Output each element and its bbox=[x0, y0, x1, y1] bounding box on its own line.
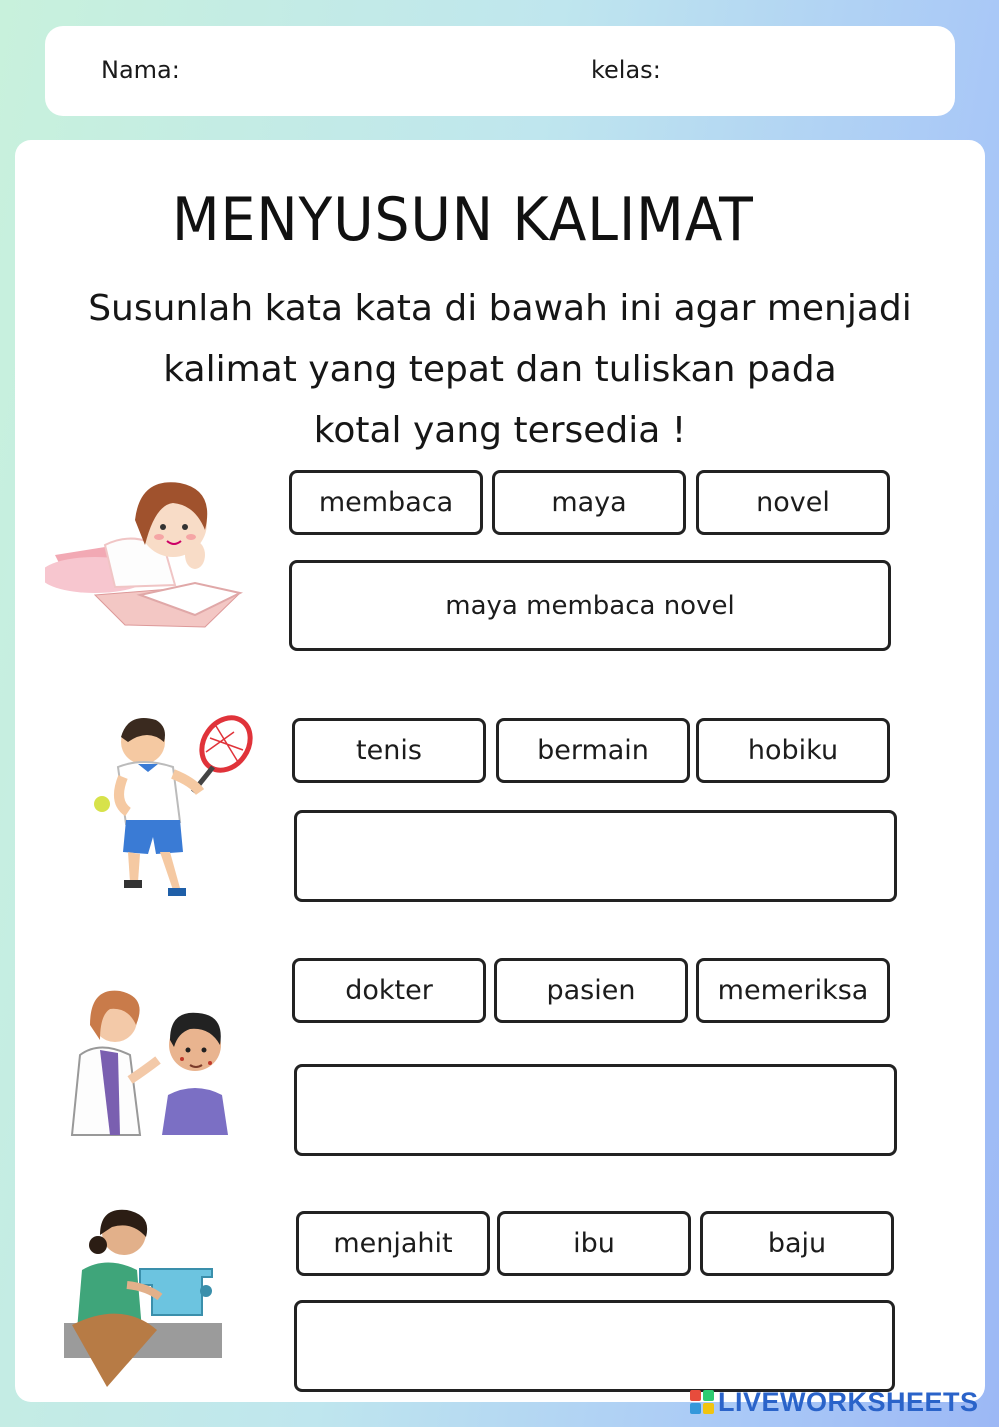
instruction-line: Susunlah kata kata di bawah ini agar menjadi bbox=[88, 288, 912, 329]
answer-input[interactable]: maya membaca novel bbox=[289, 560, 891, 651]
word-box[interactable]: ibu bbox=[497, 1211, 691, 1276]
answer-input[interactable] bbox=[294, 1300, 895, 1392]
girl-reading-icon bbox=[45, 475, 245, 630]
doctor-patient-icon bbox=[70, 985, 235, 1137]
word-box[interactable]: bermain bbox=[496, 718, 690, 783]
instruction-line: kalimat yang tepat dan tuliskan pada bbox=[163, 349, 837, 390]
word-box[interactable]: novel bbox=[696, 470, 890, 535]
word-box[interactable]: pasien bbox=[494, 958, 688, 1023]
logo-blocks-icon bbox=[690, 1390, 714, 1414]
word-box[interactable]: memeriksa bbox=[696, 958, 890, 1023]
class-label: kelas: bbox=[591, 56, 661, 84]
word-box[interactable]: menjahit bbox=[296, 1211, 490, 1276]
word-box[interactable]: tenis bbox=[292, 718, 486, 783]
instruction-text bbox=[40, 278, 960, 461]
answer-input[interactable] bbox=[294, 810, 897, 902]
logo-text: LIVEWORKSHEETS bbox=[718, 1386, 979, 1417]
answer-input[interactable] bbox=[294, 1064, 897, 1156]
word-box[interactable]: membaca bbox=[289, 470, 483, 535]
name-label: Nama: bbox=[101, 56, 180, 84]
word-box[interactable]: hobiku bbox=[696, 718, 890, 783]
word-box[interactable]: maya bbox=[492, 470, 686, 535]
woman-sewing-icon bbox=[62, 1205, 224, 1390]
word-box[interactable]: dokter bbox=[292, 958, 486, 1023]
liveworksheets-logo bbox=[690, 1386, 979, 1418]
instruction-line: kotal yang tersedia ! bbox=[313, 410, 687, 451]
header-card bbox=[45, 26, 955, 116]
worksheet-title: MENYUSUN KALIMAT bbox=[172, 185, 754, 255]
boy-tennis-icon bbox=[88, 712, 253, 907]
word-box[interactable]: baju bbox=[700, 1211, 894, 1276]
